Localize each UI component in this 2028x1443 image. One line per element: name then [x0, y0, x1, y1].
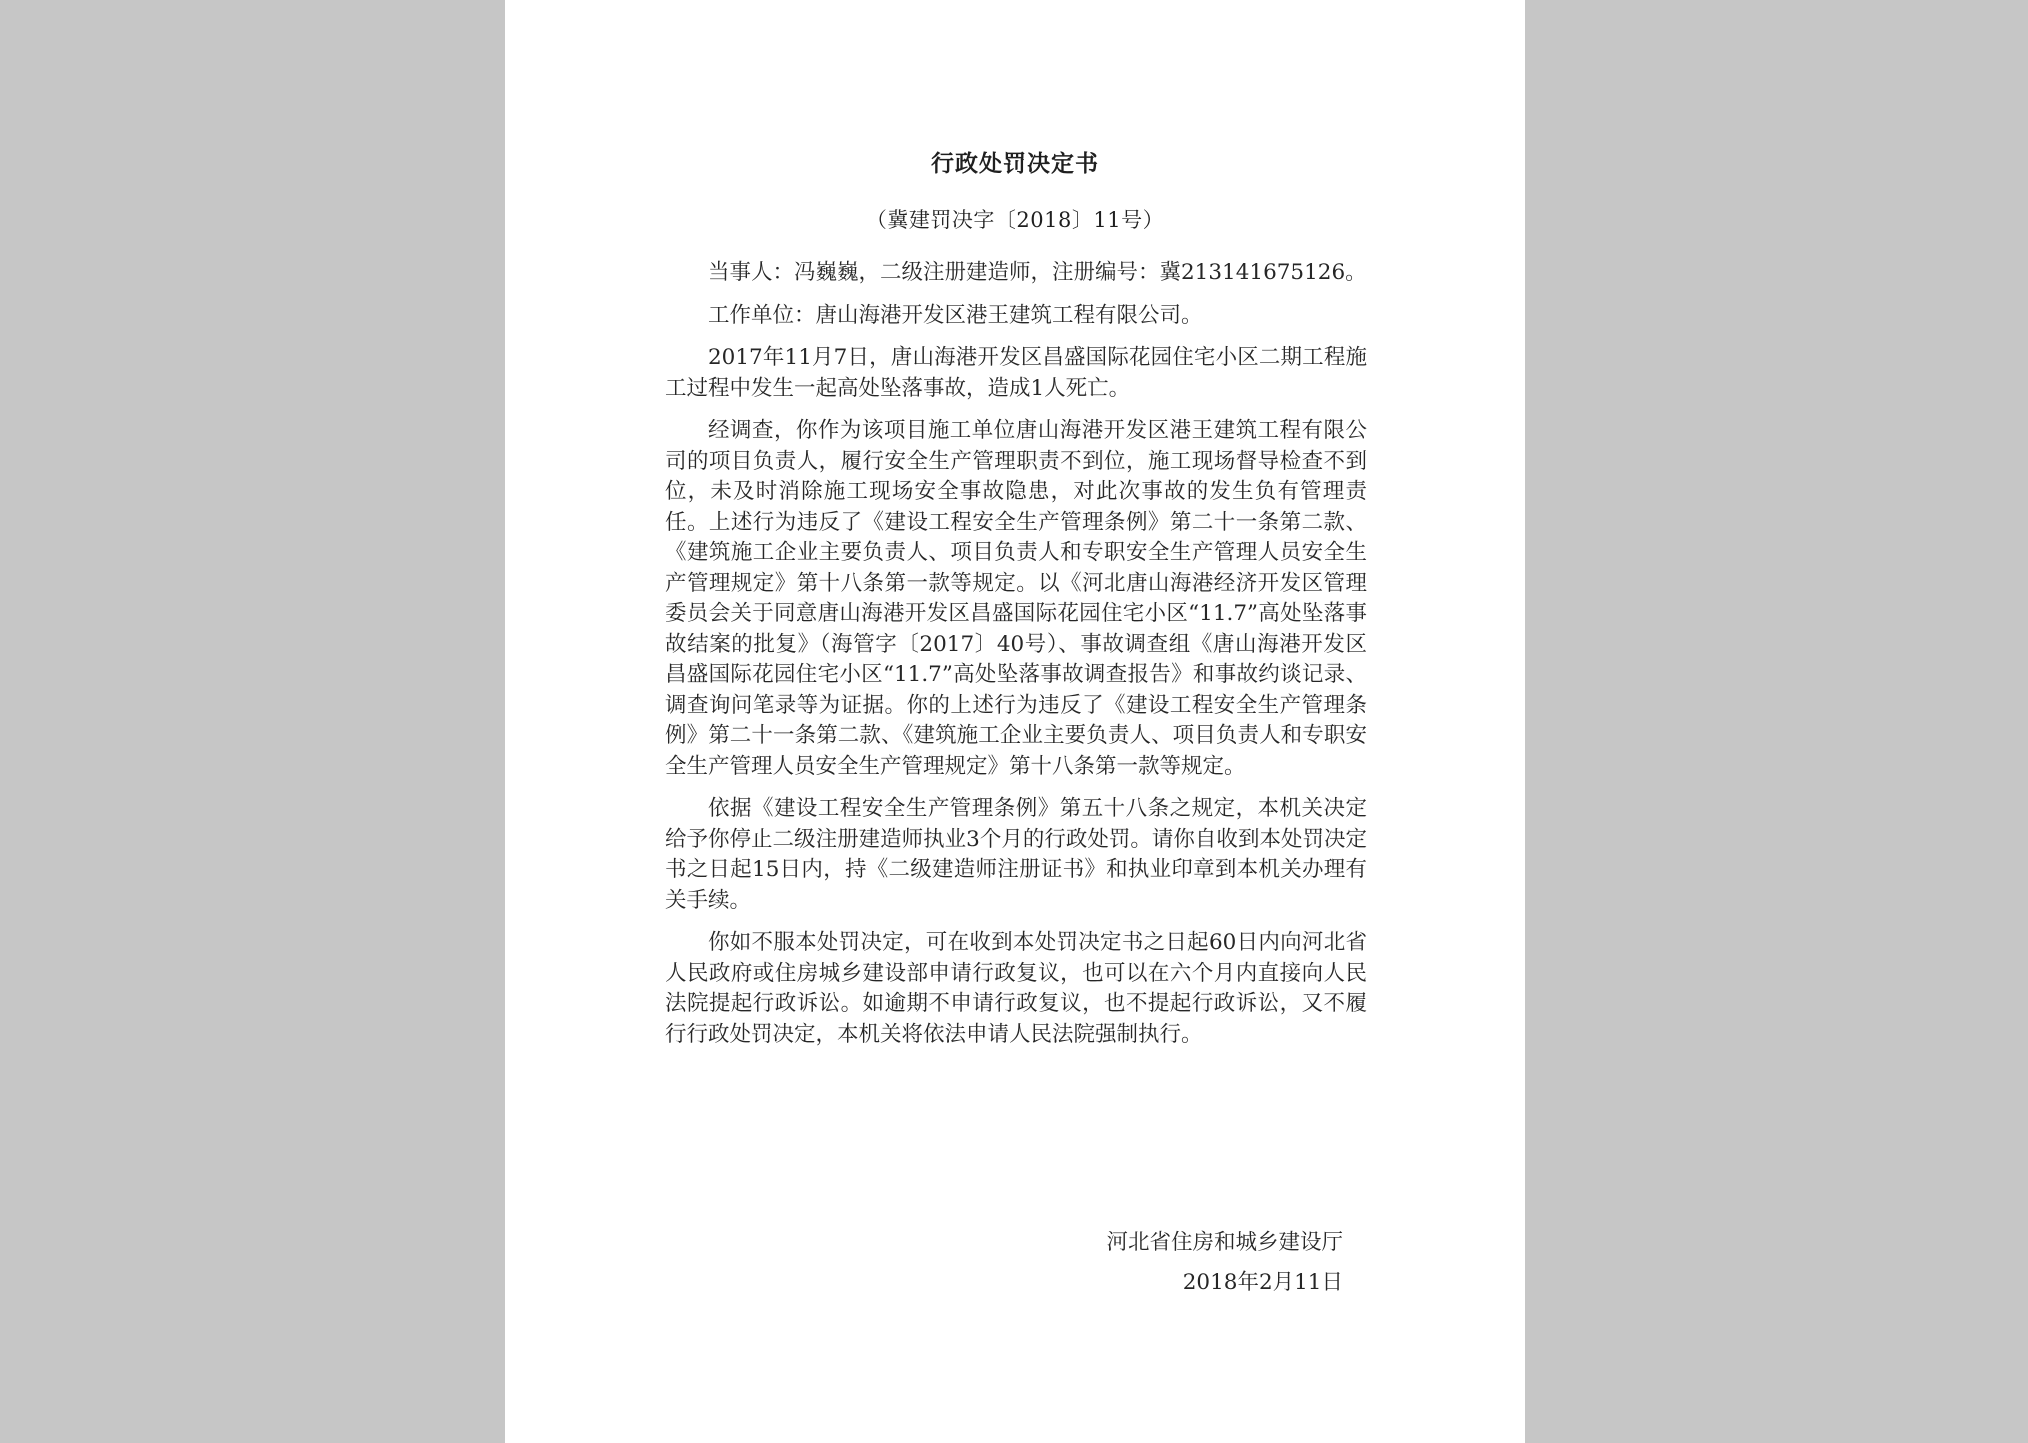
employer-paragraph: 工作单位：唐山海港开发区港王建筑工程有限公司。	[708, 302, 1203, 328]
document-page	[505, 0, 1525, 1443]
document-number: （冀建罚决字〔2018〕11号）	[865, 208, 1165, 232]
appeal-paragraph: 你如不服本处罚决定，可在收到本处罚决定书之日起60日内向河北省人民政府或住房城乡建设部申请行政复议，也可以在六个月内直接向人民法院提起行政诉讼。如逾期不申请行政复议，也不提起行政诉讼，又不履行行政处罚决定，本机关将依法申请人民法院强制执行。	[665, 930, 1367, 1047]
party-paragraph: 当事人：冯巍巍，二级注册建造师，注册编号：冀213141675126。	[708, 260, 1367, 285]
document-title: 行政处罚决定书	[931, 150, 1099, 177]
document-body	[665, 258, 1367, 1062]
signature-organization: 河北省住房和城乡建设厅	[1106, 1230, 1343, 1255]
penalty-paragraph: 依据《建设工程安全生产管理条例》第五十八条之规定，本机关决定给予你停止二级注册建造师执业3个月的行政处罚。请你自收到本处罚决定书之日起15日内，持《二级建造师注册证书》和执业印章到本机关办理有关手续。	[665, 796, 1367, 913]
incident-paragraph: 2017年11月7日，唐山海港开发区昌盛国际花园住宅小区二期工程施工过程中发生一起高处坠落事故，造成1人死亡。	[665, 345, 1367, 401]
signature-date: 2018年2月11日	[1182, 1270, 1343, 1295]
investigation-paragraph: 经调查，你作为该项目施工单位唐山海港开发区港王建筑工程有限公司的项目负责人，履行安全生产管理职责不到位，施工现场督导检查不到位，未及时消除施工现场安全事故隐患，对此次事故的发生负有管理责任。上述行为违反了《建设工程安全生产管理条例》第二十一条第二款、《建筑施工企业主要负责人、项目负责人和专职安全生产管理人员安全生产管理规定》第十八条第一款等规定。以《河北唐山海港经济开发区管理委员会关于同意唐山海港开发区昌盛国际花园住宅小区“11.7”高处坠落事故结案的批复》（海管字〔2017〕40号）、事故调查组《唐山海港开发区昌盛国际花园住宅小区“11.7”高处坠落事故调查报告》和事故约谈记录、调查询问笔录等为证据。你的上述行为违反了《建设工程安全生产管理条例》第二十一条第二款、《建筑施工企业主要负责人、项目负责人和专职安全生产管理人员安全生产管理规定》第十八条第一款等规定。	[665, 418, 1367, 779]
